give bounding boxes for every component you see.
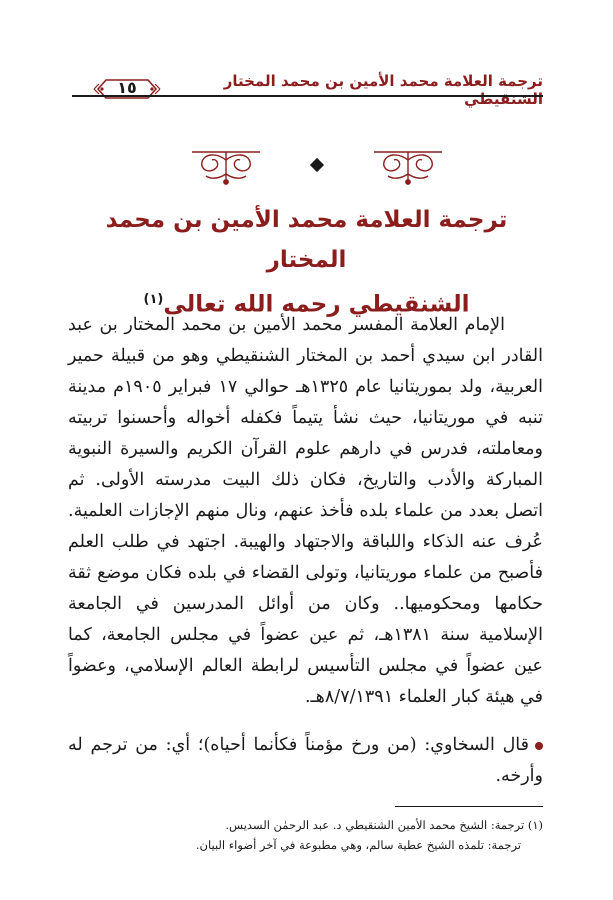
page-number: ١٥ [117, 78, 137, 97]
ornament-row [190, 148, 450, 188]
chapter-title [70, 200, 543, 325]
chapter-title-line-2-text: الشنقيطي رحمه الله تعالى [163, 291, 470, 318]
ornament-right-icon [372, 148, 444, 186]
footnotes [110, 815, 543, 855]
header-divider [72, 95, 543, 97]
biography-paragraph: الإمام العلامة المفسر محمد الأمين بن محمد المختار بن عبد القادر ابن سيدي أحمد بن المختار الشنقيطي وهو من قبيلة حمير العربية، ولد بموريتانيا عام ١٣٢٥هـ حوالي ١٧ فبراير ١٩٠٥م مدينة تنبه في موريتانيا، حيث نشأ يتيماً فكفله أخواله وأحسنوا تربيته ومعاملته، فدرس في دارهم علوم القرآن الكريم والسيرة النبوية المباركة والأدب والتاريخ، فكان ذلك البيت مدرسته الأولى. ثم اتصل بعدد من علماء بلده فأخذ عنهم، ونال منهم الإجازات العلمية. عُرف عنه الذكاء واللباقة والاجتهاد والهيبة. اجتهد في طلب العلم فأصبح من علماء موريتانيا، وتولى القضاء في بلده فكان موضع ثقة حكامها ومحكوميها.. وكان من أوائل المدرسين في الجامعة الإسلامية سنة ١٣٨١هـ، ثم عين عضواً في مجلس الجامعة، كما عين عضواً في مجلس التأسيس لرابطة العالم الإسلامي، وعضواً في هيئة كبار العلماء ٨/٧/١٣٩١هـ. [68, 315, 543, 707]
sakhawi-quote-text: قال السخاوي: (من ورخ مؤمناً فكأنما أحياه)؛ أي: من ترجم له وأرخه. [68, 735, 543, 786]
footnote-line-2: ترجمة: تلمذه الشيخ عطية سالم، وهي مطبوعة في آخر أضواء البيان. [195, 838, 521, 852]
footnote-marker: (١) [143, 292, 164, 307]
footnote-line-1: (١) ترجمة: الشيخ محمد الأمين الشنقيطي د. عبد الرحمٰن السديس. [225, 818, 543, 832]
ornament-left-icon [190, 148, 262, 186]
running-header-title: ترجمة العلامة محمد الأمين بن محمد المختار الشنقيطي [223, 72, 543, 108]
chapter-title-line-1: ترجمة العلامة محمد الأمين بن محمد المختار [105, 207, 508, 273]
bullet-icon [535, 742, 543, 750]
diamond-icon [310, 158, 324, 172]
footnote-divider [395, 806, 543, 807]
biography-body [68, 310, 543, 713]
page-number-badge [92, 76, 162, 102]
sakhawi-quote [68, 730, 543, 792]
